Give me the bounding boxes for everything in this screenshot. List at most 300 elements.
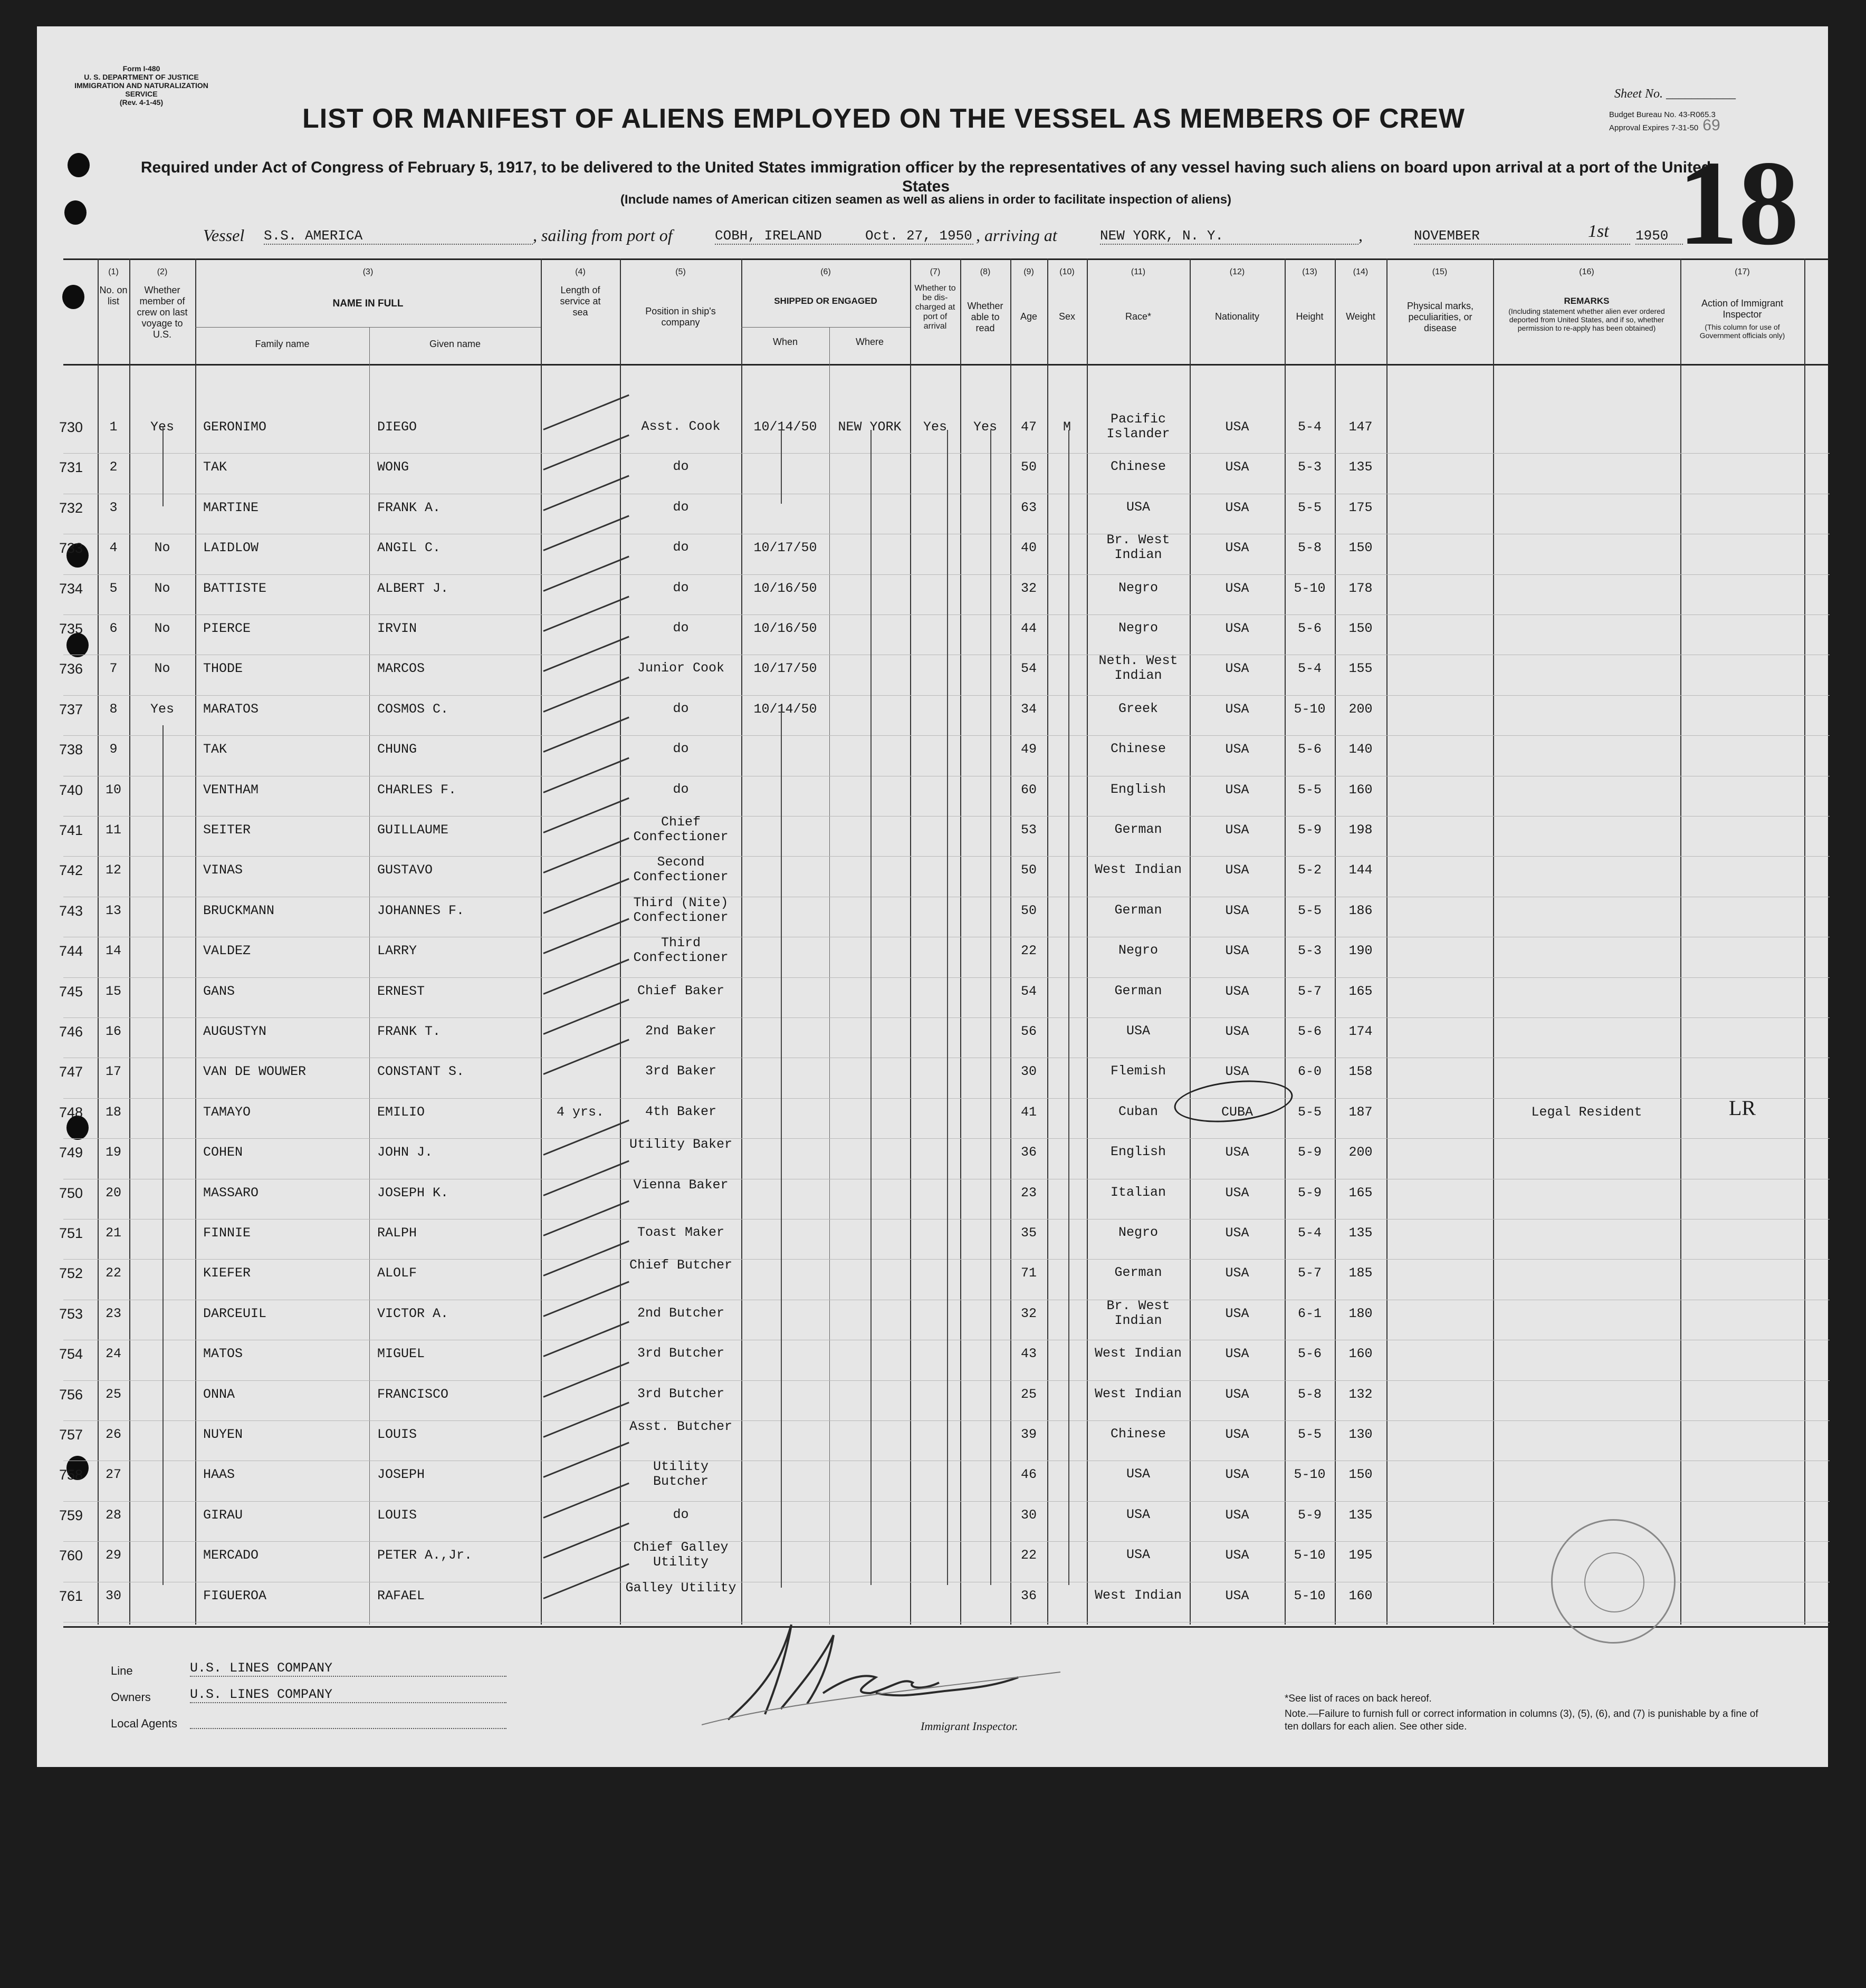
cell-no: 18: [105, 1104, 121, 1120]
cell-given: EMILIO: [377, 1104, 425, 1120]
cell-height: 5-10: [1294, 1548, 1326, 1563]
cell-margin: 757: [59, 1427, 83, 1443]
cell-age: 53: [1020, 822, 1037, 838]
cell-weight: 135: [1348, 1225, 1373, 1241]
cell-margin: 731: [59, 459, 83, 476]
col11-header: Race*: [1125, 311, 1152, 322]
cell-weight: 140: [1348, 742, 1373, 757]
cell-no: 8: [109, 701, 118, 717]
sailing-date: Oct. 27, 1950: [865, 228, 972, 244]
cell-family: GERONIMO: [203, 419, 267, 435]
cell-margin: 751: [59, 1225, 83, 1241]
cell-no: 11: [105, 822, 121, 838]
col11-num: (11): [1131, 267, 1146, 276]
cell-given: LOUIS: [377, 1507, 417, 1523]
cell-nat: USA: [1225, 1588, 1249, 1603]
cell-given: JOSEPH K.: [377, 1185, 449, 1201]
cell-race: Negro: [1118, 943, 1158, 958]
cell-position: Utility Baker: [629, 1137, 733, 1153]
inspector-signature: [702, 1614, 1071, 1730]
cell-weight: 144: [1348, 862, 1373, 878]
arrival-month: NOVEMBER: [1414, 228, 1630, 245]
approval-expiry: Approval Expires 7-31-50: [1609, 123, 1699, 132]
owners-label: Owners: [111, 1691, 151, 1704]
col12-header: Nationality: [1214, 311, 1260, 322]
cell-no: 19: [105, 1145, 121, 1160]
cell-position: 3rd Baker: [645, 1063, 717, 1079]
cell-last: Yes: [150, 419, 174, 435]
cell-given: ALBERT J.: [377, 580, 449, 596]
cell-position: do: [673, 781, 689, 797]
cell-given: MARCOS: [377, 661, 425, 677]
cell-nat: USA: [1225, 1024, 1249, 1039]
cell-position: Chief Galley Utility: [633, 1540, 729, 1570]
penalty-note: Note.—Failure to furnish full or correct information in columns (3), (5), (6), and (7) is punishable by a fine of ten dollars for each alien. See other side.: [1285, 1708, 1758, 1732]
cell-nat: USA: [1225, 742, 1249, 757]
cell-height: 6-1: [1297, 1305, 1322, 1321]
cell-nat: USA: [1225, 1548, 1249, 1563]
cell-margin: 735: [59, 621, 83, 637]
col7-header: Whether to be dis-charged at port of arrival: [914, 284, 956, 331]
cell-height: 5-9: [1297, 1145, 1322, 1160]
cell-margin: 743: [59, 902, 83, 919]
cell-family: NUYEN: [203, 1427, 243, 1442]
col6-header: SHIPPED OR ENGAGED: [774, 296, 877, 306]
cell-remarks: Legal Resident: [1531, 1104, 1642, 1120]
cell-margin: 745: [59, 983, 83, 1000]
cell-last: No: [154, 580, 170, 596]
row-rule: [63, 735, 1830, 736]
cell-height: 5-9: [1297, 1185, 1322, 1201]
cell-given: FRANK A.: [377, 500, 441, 515]
row-rule: [63, 1017, 1830, 1018]
cell-weight: 198: [1348, 822, 1373, 838]
col13-num: (13): [1302, 267, 1317, 276]
cell-nat: USA: [1225, 1507, 1249, 1523]
cell-age: 23: [1020, 1185, 1037, 1201]
cell-race: German: [1114, 983, 1162, 998]
department: U. S. DEPARTMENT OF JUSTICE: [84, 73, 199, 81]
cell-given: FRANCISCO: [377, 1386, 449, 1402]
cell-weight: 158: [1348, 1064, 1373, 1080]
cell-race: USA: [1126, 499, 1150, 515]
cell-when: 10/16/50: [753, 621, 817, 636]
cell-margin: 736: [59, 661, 83, 677]
col8-header: Whether able to read: [967, 301, 1003, 333]
row-rule: [63, 1138, 1830, 1139]
cell-given: LOUIS: [377, 1427, 417, 1442]
row-rule: [63, 695, 1830, 696]
cell-no: 16: [105, 1024, 121, 1039]
cell-nat: USA: [1225, 782, 1249, 798]
cell-family: MARATOS: [203, 701, 259, 717]
cell-where: NEW YORK: [838, 419, 902, 435]
cell-race: Italian: [1110, 1184, 1166, 1200]
cell-height: 5-4: [1297, 1225, 1322, 1241]
cell-margin: 758: [59, 1467, 83, 1483]
cell-weight: 150: [1348, 621, 1373, 636]
cell-position: 3rd Butcher: [637, 1386, 725, 1401]
cell-height: 5-5: [1297, 500, 1322, 515]
cell-given: ERNEST: [377, 983, 425, 999]
cell-race: USA: [1126, 1547, 1150, 1563]
cell-nat: USA: [1225, 1064, 1249, 1080]
cell-position: do: [673, 700, 689, 716]
cell-margin: 756: [59, 1386, 83, 1403]
row-rule: [63, 453, 1830, 454]
cell-weight: 160: [1348, 782, 1373, 798]
cell-weight: 186: [1348, 902, 1373, 918]
cell-position: Toast Maker: [637, 1225, 725, 1240]
cell-race: Chinese: [1110, 741, 1166, 757]
cell-position: Asst. Butcher: [629, 1419, 733, 1434]
col13-header: Height: [1296, 311, 1324, 322]
cell-age: 25: [1020, 1386, 1037, 1402]
cell-margin: 760: [59, 1548, 83, 1564]
cell-nat: USA: [1225, 943, 1249, 959]
cell-race: German: [1114, 822, 1162, 837]
col16-subheader: (Including statement whether alien ever ordered deported from United States, and if so, whether permission to re-apply has been obtained): [1508, 307, 1665, 332]
cell-margin: 752: [59, 1265, 83, 1282]
cell-family: BRUCKMANN: [203, 902, 275, 918]
cell-age: 22: [1020, 1548, 1037, 1563]
cell-race: German: [1114, 902, 1162, 918]
col1-num: (1): [108, 267, 119, 276]
cell-age: 32: [1020, 1305, 1037, 1321]
cell-weight: 130: [1348, 1427, 1373, 1442]
cell-age: 47: [1020, 419, 1037, 435]
cell-age: 36: [1020, 1145, 1037, 1160]
vessel-label: Vessel: [203, 226, 245, 245]
cell-no: 7: [109, 661, 118, 677]
cell-weight: 132: [1348, 1386, 1373, 1402]
agents-label: Local Agents: [111, 1717, 177, 1730]
col5-header: Position in ship's company: [645, 306, 716, 328]
cell-race: West Indian: [1094, 1386, 1182, 1401]
cell-nat: USA: [1225, 983, 1249, 999]
cell-nat: USA: [1225, 419, 1249, 435]
cell-margin: 738: [59, 742, 83, 758]
cell-margin: 740: [59, 782, 83, 798]
cell-given: VICTOR A.: [377, 1305, 449, 1321]
cell-position: do: [673, 459, 689, 475]
line-label: Line: [111, 1664, 133, 1677]
cell-family: DARCEUIL: [203, 1305, 267, 1321]
arrival-year: 1950: [1635, 228, 1683, 245]
cell-no: 23: [105, 1305, 121, 1321]
cell-margin: 761: [59, 1588, 83, 1604]
cell-no: 6: [109, 621, 118, 636]
row-rule: [63, 816, 1830, 817]
cell-no: 1: [109, 419, 118, 435]
cell-family: VAN DE WOUWER: [203, 1064, 307, 1080]
cell-age: 50: [1020, 902, 1037, 918]
cell-nat: USA: [1225, 580, 1249, 596]
cell-margin: 733: [59, 540, 83, 556]
cell-height: 5-9: [1297, 1507, 1322, 1523]
cell-race: Chinese: [1110, 1426, 1166, 1442]
cell-family: TAMAYO: [203, 1104, 251, 1120]
cell-position: 2nd Baker: [645, 1023, 717, 1039]
cell-no: 2: [109, 459, 118, 475]
row-rule: [63, 574, 1830, 575]
budget-bureau: Budget Bureau No. 43-R065.3: [1609, 110, 1716, 119]
budget-block: [1609, 110, 1720, 133]
cell-given: COSMOS C.: [377, 701, 449, 717]
cell-position: Junior Cook: [637, 660, 725, 676]
include-note: (Include names of American citizen seamen as well as aliens in order to facilitate inspection of aliens): [620, 193, 1232, 207]
cell-margin: 746: [59, 1024, 83, 1040]
cell-margin: 750: [59, 1185, 83, 1201]
cell-race: Greek: [1118, 700, 1158, 716]
cell-nat: CUBA: [1221, 1104, 1253, 1120]
cell-height: 5-10: [1294, 1467, 1326, 1483]
cell-height: 5-8: [1297, 540, 1322, 556]
col9-header: Age: [1020, 311, 1038, 322]
cell-height: 5-5: [1297, 782, 1322, 798]
cell-family: GIRAU: [203, 1507, 243, 1523]
cell-given: CHUNG: [377, 742, 417, 757]
col15-header: Physical marks, peculiarities, or disease: [1406, 301, 1474, 333]
cell-nat: USA: [1225, 1265, 1249, 1281]
cell-age: 22: [1020, 943, 1037, 959]
cell-given: DIEGO: [377, 419, 417, 435]
cell-margin: 734: [59, 580, 83, 597]
cell-position: do: [673, 741, 689, 757]
cell-position: Chief Butcher: [629, 1257, 733, 1273]
cell-race: USA: [1126, 1506, 1150, 1522]
cell-margin: 744: [59, 943, 83, 959]
sailing-label: , sailing from port of: [533, 226, 673, 245]
cell-position: do: [673, 540, 689, 555]
cell-height: 5-7: [1297, 1265, 1322, 1281]
cell-family: ONNA: [203, 1386, 235, 1402]
cell-race: USA: [1126, 1466, 1150, 1482]
cell-age: 30: [1020, 1064, 1037, 1080]
cell-height: 5-6: [1297, 1346, 1322, 1362]
cell-age: 46: [1020, 1467, 1037, 1483]
col6-when-header: When: [772, 337, 798, 347]
cell-weight: 165: [1348, 983, 1373, 999]
cell-height: 5-4: [1297, 419, 1322, 435]
cell-weight: 174: [1348, 1024, 1373, 1039]
cell-weight: 150: [1348, 1467, 1373, 1483]
cell-height: 5-4: [1297, 661, 1322, 677]
col16-header: REMARKS: [1564, 296, 1610, 306]
cell-given: GUILLAUME: [377, 822, 449, 838]
cell-race: Pacific Islander: [1106, 411, 1170, 441]
cell-position: 3rd Butcher: [637, 1346, 725, 1361]
cell-family: VINAS: [203, 862, 243, 878]
cell-race: Flemish: [1110, 1063, 1166, 1079]
cell-age: 40: [1020, 540, 1037, 556]
cell-height: 5-2: [1297, 862, 1322, 878]
cell-position: do: [673, 580, 689, 596]
row-rule: [63, 1420, 1830, 1421]
cell-no: 30: [105, 1588, 121, 1603]
col3-family-header: Family name: [255, 339, 310, 349]
sheet-no-label: Sheet No. ___________: [1614, 87, 1736, 101]
cell-weight: 150: [1348, 540, 1373, 556]
cell-height: 5-10: [1294, 701, 1326, 717]
cell-no: 22: [105, 1265, 121, 1281]
cell-margin: 749: [59, 1145, 83, 1161]
cell-weight: 190: [1348, 943, 1373, 959]
cell-margin: 741: [59, 822, 83, 838]
row-rule: [63, 1501, 1830, 1502]
col4-num: (4): [575, 267, 586, 276]
cell-no: 12: [105, 862, 121, 878]
col9-num: (9): [1023, 267, 1034, 276]
cell-margin: 748: [59, 1104, 83, 1120]
cell-age: 36: [1020, 1588, 1037, 1603]
cell-height: 5-6: [1297, 621, 1322, 636]
cell-race: Neth. West Indian: [1098, 653, 1178, 684]
cell-no: 17: [105, 1064, 121, 1080]
row-rule: [63, 856, 1830, 857]
cell-height: 5-6: [1297, 1024, 1322, 1039]
cell-weight: 135: [1348, 459, 1373, 475]
cell-position: Second Confectioner: [633, 854, 729, 885]
owners-value: U.S. LINES COMPANY: [190, 1687, 506, 1703]
cell-weight: 178: [1348, 580, 1373, 596]
cell-nat: USA: [1225, 862, 1249, 878]
row-rule: [63, 1259, 1830, 1260]
cell-no: 3: [109, 500, 118, 515]
cell-weight: 185: [1348, 1265, 1373, 1281]
cell-weight: 175: [1348, 500, 1373, 515]
cell-nat: USA: [1225, 1467, 1249, 1483]
cell-no: 10: [105, 782, 121, 798]
cell-weight: 135: [1348, 1507, 1373, 1523]
cell-age: 30: [1020, 1507, 1037, 1523]
races-note: *See list of races on back hereof.: [1285, 1693, 1432, 1704]
cell-margin: 759: [59, 1507, 83, 1523]
cell-when: 10/14/50: [753, 701, 817, 717]
cell-race: Negro: [1118, 620, 1158, 636]
cell-family: VALDEZ: [203, 943, 251, 959]
cell-service: 4 yrs.: [556, 1104, 604, 1120]
cell-when: 10/17/50: [753, 540, 817, 556]
cell-no: 14: [105, 943, 121, 959]
col14-header: Weight: [1346, 311, 1375, 322]
cell-height: 6-0: [1297, 1064, 1322, 1080]
cell-position: do: [673, 499, 689, 515]
cell-age: 44: [1020, 621, 1037, 636]
cell-race: Br. West Indian: [1106, 532, 1170, 563]
col17-subheader: (This column for use of Government officials only): [1699, 323, 1785, 340]
col6-num: (6): [820, 267, 831, 276]
cell-margin: 737: [59, 701, 83, 717]
cell-given: JOSEPH: [377, 1467, 425, 1483]
cell-last: No: [154, 661, 170, 677]
cell-no: 13: [105, 902, 121, 918]
sheet-big-number: 18: [1678, 136, 1799, 270]
cell-weight: 160: [1348, 1346, 1373, 1362]
cell-given: JOHANNES F.: [377, 902, 465, 918]
cell-margin: 732: [59, 500, 83, 516]
cell-height: 5-5: [1297, 1104, 1322, 1120]
cell-nat: USA: [1225, 540, 1249, 556]
punch-hole: [68, 153, 90, 177]
cell-given: GUSTAVO: [377, 862, 433, 878]
cell-race: German: [1114, 1265, 1162, 1281]
cell-given: IRVIN: [377, 621, 417, 636]
cell-height: 5-9: [1297, 822, 1322, 838]
cell-family: VENTHAM: [203, 782, 259, 798]
col3-given-header: Given name: [429, 339, 481, 349]
cell-height: 5-10: [1294, 1588, 1326, 1603]
cell-when: 10/14/50: [753, 419, 817, 435]
cell-position: Galley Utility: [625, 1580, 736, 1596]
cell-given: RALPH: [377, 1225, 417, 1241]
cell-no: 4: [109, 540, 118, 556]
col8-num: (8): [980, 267, 991, 276]
col10-num: (10): [1059, 267, 1075, 276]
cell-family: MARTINE: [203, 500, 259, 515]
cell-height: 5-8: [1297, 1386, 1322, 1402]
cell-family: PIERCE: [203, 621, 251, 636]
cell-margin: 742: [59, 862, 83, 879]
cell-family: SEITER: [203, 822, 251, 838]
cell-family: LAIDLOW: [203, 540, 259, 556]
col15-num: (15): [1432, 267, 1448, 276]
cell-no: 15: [105, 983, 121, 999]
cell-family: KIEFER: [203, 1265, 251, 1281]
port-to: NEW YORK, N. Y.: [1100, 228, 1358, 245]
cell-nat: USA: [1225, 1185, 1249, 1201]
col12-num: (12): [1229, 267, 1245, 276]
agents-value: [190, 1714, 506, 1729]
cell-position: Third Confectioner: [633, 935, 729, 966]
cell-nat: USA: [1225, 822, 1249, 838]
row-rule: [63, 1098, 1830, 1099]
cell-position: Vienna Baker: [633, 1177, 729, 1193]
col2-num: (2): [157, 267, 168, 276]
col16-num: (16): [1579, 267, 1594, 276]
cell-race: West Indian: [1094, 862, 1182, 878]
col7-num: (7): [930, 267, 941, 276]
cell-weight: 147: [1348, 419, 1373, 435]
cell-weight: 200: [1348, 1145, 1373, 1160]
row-rule: [63, 614, 1830, 615]
cell-race: West Indian: [1094, 1346, 1182, 1361]
cell-age: 39: [1020, 1427, 1037, 1442]
cell-given: MIGUEL: [377, 1346, 425, 1362]
cell-nat: USA: [1225, 459, 1249, 475]
cell-no: 25: [105, 1386, 121, 1402]
cell-margin: 747: [59, 1064, 83, 1080]
col3-num: (3): [362, 267, 374, 276]
cell-family: TAK: [203, 459, 227, 475]
cell-given: ANGIL C.: [377, 540, 441, 556]
cell-race: Cuban: [1118, 1103, 1158, 1119]
cell-given: FRANK T.: [377, 1024, 441, 1039]
cell-no: 28: [105, 1507, 121, 1523]
cell-given: WONG: [377, 459, 409, 475]
row-rule: [63, 977, 1830, 978]
cell-race: USA: [1126, 1023, 1150, 1039]
col10-header: Sex: [1058, 311, 1076, 322]
cell-nat: USA: [1225, 1386, 1249, 1402]
cell-family: BATTISTE: [203, 580, 267, 596]
cell-height: 5-6: [1297, 742, 1322, 757]
stamp-number: 69: [1702, 117, 1720, 134]
cell-height: 5-3: [1297, 943, 1322, 959]
cell-age: 35: [1020, 1225, 1037, 1241]
cell-last: No: [154, 540, 170, 556]
cell-age: 54: [1020, 983, 1037, 999]
